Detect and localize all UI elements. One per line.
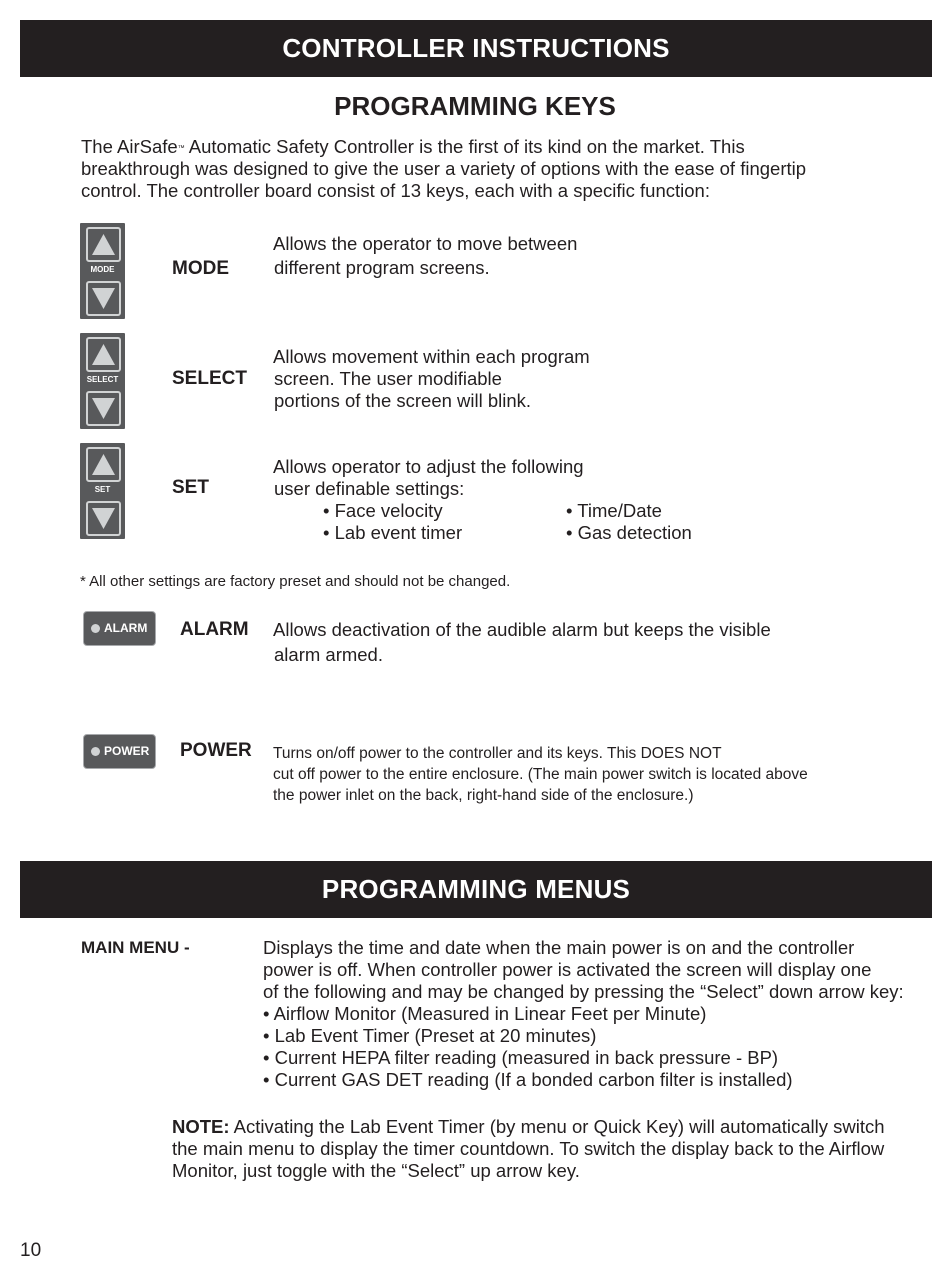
set-key-label: SET (94, 485, 111, 494)
power-desc-line: cut off power to the entire enclosure. (The main power switch is located above (273, 766, 808, 783)
indicator-dot-icon (91, 747, 100, 756)
set-down-button[interactable] (86, 501, 121, 536)
set-key-name: SET (172, 477, 209, 498)
set-desc-line: Allows operator to adjust the following (273, 456, 584, 477)
set-settings-right (566, 500, 692, 544)
alarm-key-name: ALARM (180, 619, 249, 640)
select-key-name: SELECT (172, 368, 247, 389)
intro-text: Automatic Safety Controller is the first of its kind on the market. This (184, 136, 745, 157)
select-description (273, 346, 590, 412)
up-arrow-icon (88, 229, 119, 260)
mode-key-label: MODE (90, 265, 115, 274)
power-desc-line: the power inlet on the back, right-hand side of the enclosure.) (273, 787, 694, 804)
mode-desc-line: different program screens. (274, 257, 490, 278)
programming-keys-title: PROGRAMMING KEYS (334, 91, 616, 121)
mode-key-panel (80, 223, 125, 319)
select-up-button[interactable] (86, 337, 121, 372)
down-arrow-icon (88, 283, 119, 314)
power-button[interactable] (83, 734, 156, 769)
list-item: • Current HEPA filter reading (measured in back pressure - BP) (263, 1047, 779, 1068)
alarm-button[interactable] (83, 611, 156, 646)
intro-paragraph (81, 136, 911, 202)
mode-up-button[interactable] (86, 227, 121, 262)
select-down-button[interactable] (86, 391, 121, 426)
note-text: Monitor, just toggle with the “Select” up arrow key. (172, 1160, 580, 1181)
alarm-description (273, 619, 771, 666)
page-header-title: CONTROLLER INSTRUCTIONS (282, 33, 670, 63)
intro-text: The AirSafe (81, 136, 178, 157)
select-desc-line: screen. The user modifiable (274, 368, 502, 389)
up-arrow-icon (88, 339, 119, 370)
down-arrow-icon (88, 503, 119, 534)
setting-item: • Lab event timer (323, 522, 463, 543)
power-description (273, 743, 808, 806)
indicator-dot-icon (91, 624, 100, 633)
select-desc-line: Allows movement within each program (273, 346, 590, 367)
set-key-panel (80, 443, 125, 539)
setting-item: • Face velocity (323, 500, 443, 521)
down-arrow-icon (88, 393, 119, 424)
intro-text: control. The controller board consist of 13 keys, each with a specific function: (81, 180, 710, 201)
page-number: 10 (20, 1240, 42, 1261)
main-menu-label: MAIN MENU - (81, 938, 190, 957)
select-key-label: SELECT (86, 375, 119, 384)
mode-desc-line: Allows the operator to move between (273, 233, 578, 254)
factory-preset-footnote: * All other settings are factory preset and should not be changed. (80, 573, 511, 590)
set-up-button[interactable] (86, 447, 121, 482)
alarm-desc-line: alarm armed. (274, 644, 383, 665)
note-text: the main menu to display the timer countdown. To switch the display back to the Airflow (172, 1138, 885, 1159)
mode-key-name: MODE (172, 258, 229, 279)
trademark-symbol: ™ (177, 145, 185, 152)
section-banner-programming-menus (20, 861, 932, 918)
mode-down-button[interactable] (86, 281, 121, 316)
power-key-name: POWER (180, 740, 252, 761)
main-menu-options-list (263, 1003, 933, 1091)
alarm-button-label: ALARM (104, 621, 148, 635)
select-key-panel (80, 333, 125, 429)
set-desc-line: user definable settings: (274, 478, 465, 499)
set-description (273, 456, 584, 500)
select-desc-line: portions of the screen will blink. (274, 390, 532, 411)
up-arrow-icon (88, 449, 119, 480)
setting-item: • Time/Date (566, 500, 662, 521)
main-menu-line: of the following and may be changed by pressing the “Select” down arrow key: (263, 981, 904, 1002)
main-menu-line: power is off. When controller power is activated the screen will display one (263, 959, 872, 980)
list-item: • Lab Event Timer (Preset at 20 minutes) (263, 1025, 597, 1046)
section-banner-controller-instructions (20, 20, 932, 77)
alarm-desc-line: Allows deactivation of the audible alarm but keeps the visible (273, 619, 771, 640)
mode-description (273, 233, 577, 279)
intro-text: breakthrough was designed to give the user a variety of options with the ease of fingertip (81, 158, 807, 179)
power-button-label: POWER (104, 744, 150, 758)
main-menu-line: Displays the time and date when the main power is on and the controller (263, 937, 855, 958)
lab-event-timer-note (172, 1116, 912, 1182)
setting-item: • Gas detection (566, 522, 692, 543)
set-settings-left (323, 500, 462, 544)
programming-menus-title: PROGRAMMING MENUS (321, 874, 631, 904)
power-desc-line: Turns on/off power to the controller and its keys. This DOES NOT (273, 745, 722, 762)
list-item: • Airflow Monitor (Measured in Linear Feet per Minute) (263, 1003, 707, 1024)
main-menu-description (263, 937, 933, 1091)
list-item: • Current GAS DET reading (If a bonded carbon filter is installed) (263, 1069, 793, 1090)
note-text: Activating the Lab Event Timer (by menu or Quick Key) will automatically switch (229, 1116, 885, 1137)
note-label: NOTE: (172, 1116, 230, 1137)
